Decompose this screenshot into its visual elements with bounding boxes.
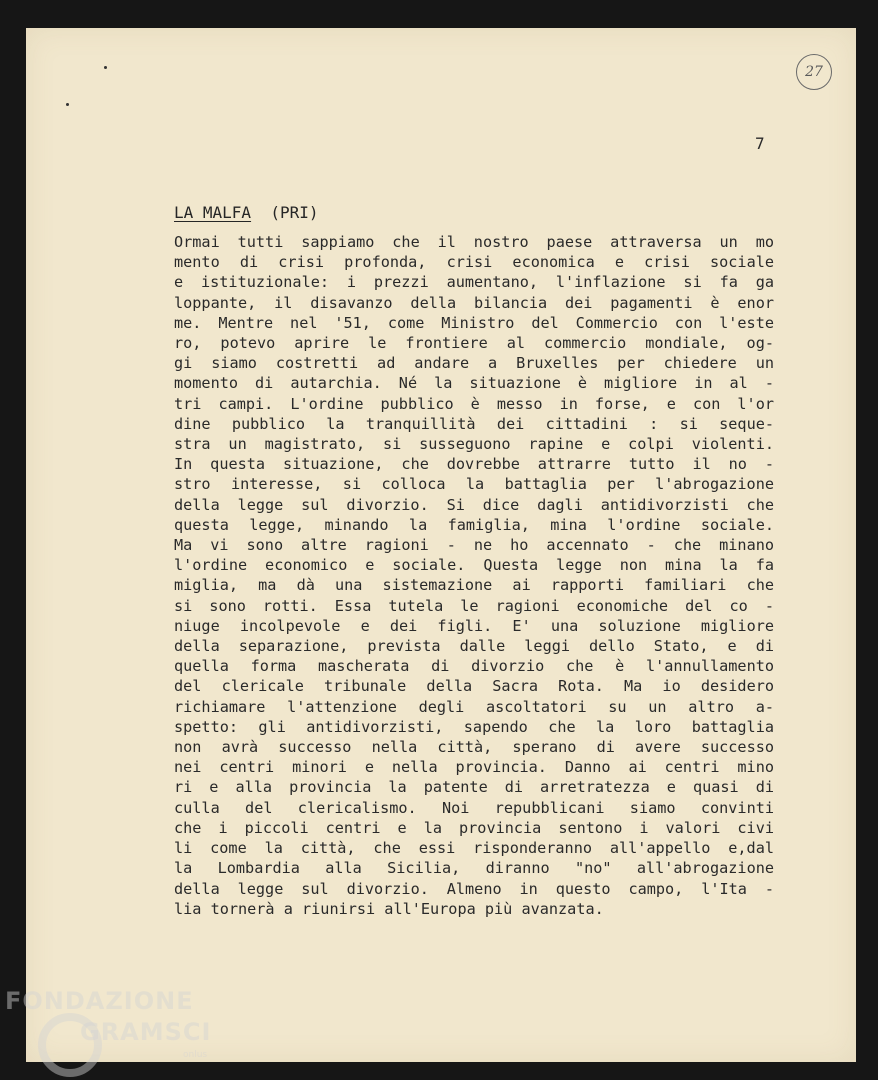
text-line: della separazione, prevista dalle leggi dello Stato, e di — [174, 637, 774, 656]
text-line: loppante, il disavanzo della bilancia dei pagamenti è enor — [174, 293, 774, 312]
text-line: ro, potevo aprire le frontiere al commercio mondiale, og- — [174, 334, 774, 353]
text-line: lia tornerà a riunirsi all'Europa più avanzata. — [174, 899, 604, 918]
ink-speck — [104, 66, 107, 69]
page-number: 7 — [755, 134, 765, 153]
text-line: gi siamo costretti ad andare a Bruxelles per chiedere un — [174, 354, 774, 373]
archive-mark-number: 27 — [805, 64, 823, 80]
watermark-line2: GRAMSCI — [80, 1018, 212, 1046]
archive-page-mark — [796, 54, 832, 90]
speaker-name: LA MALFA — [174, 203, 252, 222]
text-line: spetto: gli antidivorzisti, sapendo che la loro battaglia — [174, 717, 774, 736]
text-line: nei centri minori e nella provincia. Danno ai centri mino — [174, 758, 774, 777]
speaker-party: (PRI) — [270, 203, 319, 222]
text-line: tri campi. L'ordine pubblico è messo in forse, e con l'or — [174, 394, 774, 413]
text-line: si sono rotti. Essa tutela le ragioni economiche del co - — [174, 596, 774, 615]
watermark-line1: FONDAZIONE — [5, 987, 194, 1015]
text-line: che i piccoli centri e la provincia sentono i valori civi — [174, 818, 774, 837]
text-line: Ma vi sono altre ragioni - ne ho accennato - che minano — [174, 536, 774, 555]
text-line: li come la città, che essi risponderanno all'appello e,dal — [174, 839, 774, 858]
text-line: l'ordine economico e sociale. Questa legge non mina la fa — [174, 556, 774, 575]
text-line: la Lombardia alla Sicilia, diranno "no" all'abrogazione — [174, 859, 774, 878]
text-line: culla del clericalismo. Noi repubblicani siamo convinti — [174, 798, 774, 817]
text-line: ri e alla provincia la patente di arretratezza e quasi di — [174, 778, 774, 797]
text-line: richiamare l'attenzione degli ascoltatori su un altro a- — [174, 697, 774, 716]
text-line: della legge sul divorzio. Si dice dagli antidivorzisti che — [174, 495, 774, 514]
text-line: del clericale tribunale della Sacra Rota. Ma io desidero — [174, 677, 774, 696]
speaker-heading — [174, 203, 319, 222]
speech-body — [174, 232, 774, 919]
text-line: stro interesse, si colloca la battaglia per l'abrogazione — [174, 475, 774, 494]
text-line: stra un magistrato, si susseguono rapine e colpi violenti. — [174, 435, 774, 454]
text-line: della legge sul divorzio. Almeno in questo campo, l'Ita - — [174, 879, 774, 898]
watermark-line3: onlus — [183, 1050, 208, 1060]
ink-speck — [66, 103, 69, 106]
text-line: quella forma mascherata di divorzio che è l'annullamento — [174, 657, 774, 676]
text-line: In questa situazione, che dovrebbe attrarre tutto il no - — [174, 455, 774, 474]
text-line: questa legge, minando la famiglia, mina l'ordine sociale. — [174, 515, 774, 534]
text-line: mento di crisi profonda, crisi economica e crisi sociale — [174, 253, 774, 272]
text-line: me. Mentre nel '51, come Ministro del Commercio con l'este — [174, 313, 774, 332]
text-line: e istituzionale: i prezzi aumentano, l'inflazione si fa ga — [174, 273, 774, 292]
text-line: non avrà successo nella città, sperano di avere successo — [174, 738, 774, 757]
text-line: miglia, ma dà una sistemazione ai rapporti familiari che — [174, 576, 774, 595]
text-line: dine pubblico la tranquillità dei cittadini : si seque- — [174, 414, 774, 433]
text-line: niuge incolpevole e dei figli. E' una soluzione migliore — [174, 616, 774, 635]
text-line: momento di autarchia. Né la situazione è migliore in al - — [174, 374, 774, 393]
text-line: Ormai tutti sappiamo che il nostro paese attraversa un mo — [174, 233, 774, 251]
fondazione-gramsci-watermark — [5, 985, 235, 1080]
